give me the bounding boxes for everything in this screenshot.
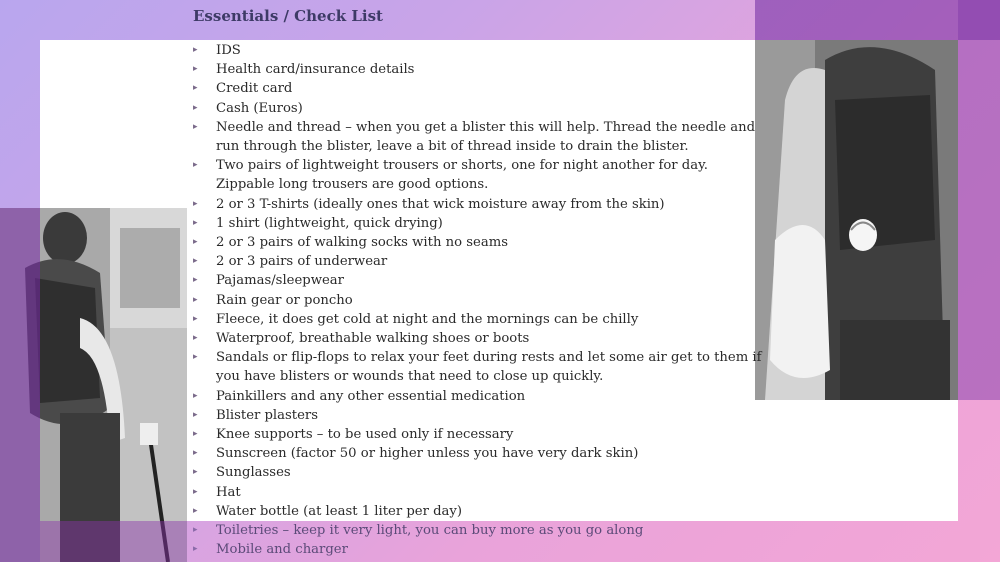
checklist-item [193,291,763,310]
checklist-item [193,463,763,482]
backpack-photo-right [755,40,958,400]
bullet-icon: ▸ [193,294,198,305]
checklist-item-text: Sunglasses [216,465,291,481]
checklist-item [193,118,763,156]
checklist-item-text: IDS [216,43,241,58]
checklist-item-text: Toiletries – keep it very light, you can buy more as you go along [216,523,644,539]
slide-title: Essentials / Check List [193,7,383,25]
bullet-icon: ▸ [193,525,198,536]
bullet-icon: ▸ [193,83,198,94]
bullet-icon: ▸ [193,237,198,248]
checklist-item-text: Water bottle (at least 1 liter per day) [216,503,462,519]
checklist-item [193,444,763,463]
bullet-icon: ▸ [193,45,198,55]
bullet-icon: ▸ [193,486,198,497]
bullet-icon: ▸ [193,505,198,516]
checklist-item-text: Sandals or flip-flops to relax your feet during rests and let some air get to them if you have blisters or wounds that need to close up quickly. [216,350,762,385]
checklist-item [193,483,763,502]
checklist-item-text: 1 shirt (lightweight, quick drying) [216,215,443,231]
checklist-item [193,233,763,252]
bullet-icon: ▸ [193,333,198,344]
bullet-icon: ▸ [193,160,198,171]
checklist-item-text: Fleece, it does get cold at night and the mornings can be chilly [216,311,639,327]
decorative-tint-right [958,0,1000,400]
checklist-item [193,252,763,271]
checklist-item-text: Knee supports – to be used only if necessary [216,427,514,443]
bullet-icon: ▸ [193,544,198,555]
checklist-item [193,79,763,98]
checklist-item [193,387,763,406]
checklist-item [193,329,763,348]
bullet-icon: ▸ [193,409,198,420]
checklist-item-text: Two pairs of lightweight trousers or shorts, one for night another for day. Zippable long trousers are good options. [216,158,708,193]
checklist-item [193,540,763,559]
bullet-icon: ▸ [193,429,198,440]
checklist-item-text: Sunscreen (factor 50 or higher unless you have very dark skin) [216,446,639,462]
checklist-item-text: 2 or 3 T-shirts (ideally ones that wick moisture away from the skin) [216,196,665,212]
decorative-tint-bottom [40,521,187,562]
bullet-icon: ▸ [193,217,198,228]
checklist-item-text: Pajamas/sleepwear [216,273,344,289]
bullet-icon: ▸ [193,313,198,324]
bullet-icon: ▸ [193,64,198,75]
checklist-item [193,521,763,540]
bullet-icon: ▸ [193,390,198,401]
checklist-item [193,406,763,425]
bullet-icon: ▸ [193,198,198,209]
bullet-icon: ▸ [193,467,198,478]
checklist-item [193,60,763,79]
checklist-item-text: Painkillers and any other essential medication [216,388,526,404]
bullet-icon: ▸ [193,352,198,363]
checklist-item [193,156,763,194]
checklist-item-text: 2 or 3 pairs of underwear [216,254,388,270]
checklist-item [193,310,763,329]
checklist-item-text: Waterproof, breathable walking shoes or boots [216,331,530,347]
checklist-item [193,99,763,118]
checklist-item [193,195,763,214]
essentials-checklist [193,41,763,559]
bullet-icon: ▸ [193,121,198,132]
checklist-item [193,214,763,233]
bullet-icon: ▸ [193,275,198,286]
checklist-item [193,271,763,290]
checklist-item-text: Cash (Euros) [216,100,303,116]
checklist-item-text: Rain gear or poncho [216,292,353,308]
checklist-item-text: Credit card [216,81,293,97]
checklist-item-text: Blister plasters [216,407,318,423]
checklist-item-text: 2 or 3 pairs of walking socks with no seams [216,235,508,251]
decorative-tint-left [0,208,40,562]
bullet-icon: ▸ [193,256,198,267]
checklist-item-text: Health card/insurance details [216,62,415,78]
checklist-item [193,41,763,60]
checklist-item [193,502,763,521]
checklist-item-text: Needle and thread – when you get a blister this will help. Thread the needle and run through the blister, leave a bit of thread inside to drain the blister. [216,119,756,155]
checklist-item [193,348,763,386]
checklist-item-text: Hat [216,484,241,500]
checklist-item [193,425,763,444]
checklist-item-text: Mobile and charger [216,542,348,558]
bullet-icon: ▸ [193,448,198,459]
bullet-icon: ▸ [193,102,198,113]
backpack-illustration-right [755,40,958,400]
